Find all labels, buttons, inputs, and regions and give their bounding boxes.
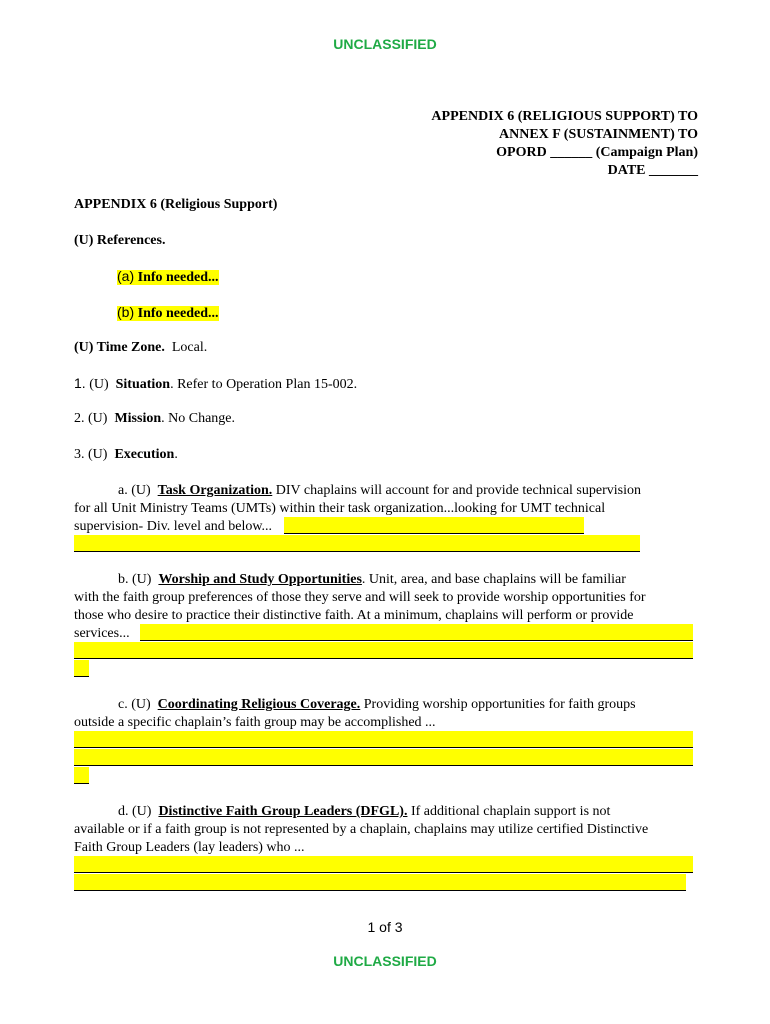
para-c-line-2: outside a specific chaplain’s faith group may be accomplished ...	[74, 715, 436, 730]
execution-para	[74, 446, 178, 464]
para-b-fill-3	[74, 660, 89, 677]
para-b-line-3: those who desire to practice their distinctive faith. At a minimum, chaplains will perform or provide	[74, 608, 634, 623]
time-zone-label: (U) Time Zone.	[74, 340, 165, 355]
classification-top: UNCLASSIFIED	[333, 36, 437, 52]
classification-bottom: UNCLASSIFIED	[333, 953, 437, 969]
para-c-fill-2	[74, 749, 693, 766]
situation-u: (U)	[89, 377, 109, 392]
time-zone	[74, 339, 207, 357]
para-d-prefix: d. (U)	[118, 804, 152, 819]
para-b-prefix: b. (U)	[118, 572, 152, 587]
reference-b-marker: (b)	[117, 304, 135, 320]
para-b-line-4: services...	[74, 626, 130, 641]
execution-text: .	[174, 447, 178, 462]
reference-a	[117, 267, 219, 287]
situation-label: Situation	[115, 377, 171, 392]
para-c-text-1: Providing worship opportunities for faith groups	[360, 697, 636, 712]
para-a-prefix: a. (U)	[118, 483, 151, 498]
mission-para	[74, 410, 235, 428]
header-line-1: APPENDIX 6 (RELIGIOUS SUPPORT) TO	[431, 109, 698, 124]
para-a-line-2: for all Unit Ministry Teams (UMTs) within their task organization...looking for UMT technical	[74, 501, 606, 516]
para-a-label: Task Organization.	[157, 483, 273, 498]
doc-title: APPENDIX 6 (Religious Support)	[74, 197, 278, 212]
para-a-text-1: DIV chaplains will account for and provide technical supervision	[272, 483, 641, 498]
reference-a-marker: (a)	[117, 268, 135, 284]
para-d-fill-2	[74, 874, 686, 891]
para-d-line-3: Faith Group Leaders (lay leaders) who ...	[74, 840, 305, 855]
mission-label: Mission	[114, 411, 162, 426]
time-zone-value: Local.	[171, 340, 208, 355]
para-a-fill-1	[284, 517, 584, 534]
para-b-fill-2	[74, 642, 693, 659]
header-block	[431, 108, 698, 180]
para-b-label: Worship and Study Opportunities	[158, 572, 362, 587]
header-line-3: OPORD ______ (Campaign Plan)	[496, 145, 698, 160]
situation-text: . Refer to Operation Plan 15-002.	[170, 377, 358, 392]
para-d-text-1: If additional chaplain support is not	[407, 804, 611, 819]
para-c-prefix: c. (U)	[118, 697, 151, 712]
para-b-fill-1	[140, 624, 693, 641]
para-b-line-1	[118, 571, 626, 589]
reference-b-text: Info needed...	[137, 306, 219, 321]
mission-text: . No Change.	[161, 411, 236, 426]
situation-para	[74, 374, 357, 394]
execution-number: 3. (U)	[74, 447, 108, 462]
header-line-4: DATE _______	[607, 163, 698, 178]
para-d-line-1	[118, 803, 610, 821]
para-a-line-3: supervision- Div. level and below...	[74, 519, 273, 534]
para-c-line-1	[118, 696, 636, 714]
para-c-fill-3	[74, 767, 89, 784]
para-d-line-2: available or if a faith group is not represented by a chaplain, chaplains may utilize certified Distinctive	[74, 822, 649, 837]
para-c-fill-1	[74, 731, 693, 748]
para-a-fill-2	[74, 535, 640, 552]
para-b-line-2: with the faith group preferences of those they serve and will seek to provide worship opportunities for	[74, 590, 646, 605]
para-d-label: Distinctive Faith Group Leaders (DFGL).	[158, 804, 408, 819]
page-number: 1 of 3	[367, 919, 403, 935]
para-a-line-1	[118, 482, 641, 500]
para-c-label: Coordinating Religious Coverage.	[157, 697, 361, 712]
execution-label: Execution	[114, 447, 175, 462]
reference-b	[117, 303, 219, 323]
situation-number: 1.	[74, 375, 86, 391]
references-heading: (U) References.	[74, 233, 166, 248]
mission-number: 2. (U)	[74, 411, 108, 426]
para-b-text-1: . Unit, area, and base chaplains will be familiar	[361, 572, 626, 587]
para-d-fill-1	[74, 856, 693, 873]
reference-a-text: Info needed...	[137, 270, 219, 285]
header-line-2: ANNEX F (SUSTAINMENT) TO	[498, 127, 698, 142]
